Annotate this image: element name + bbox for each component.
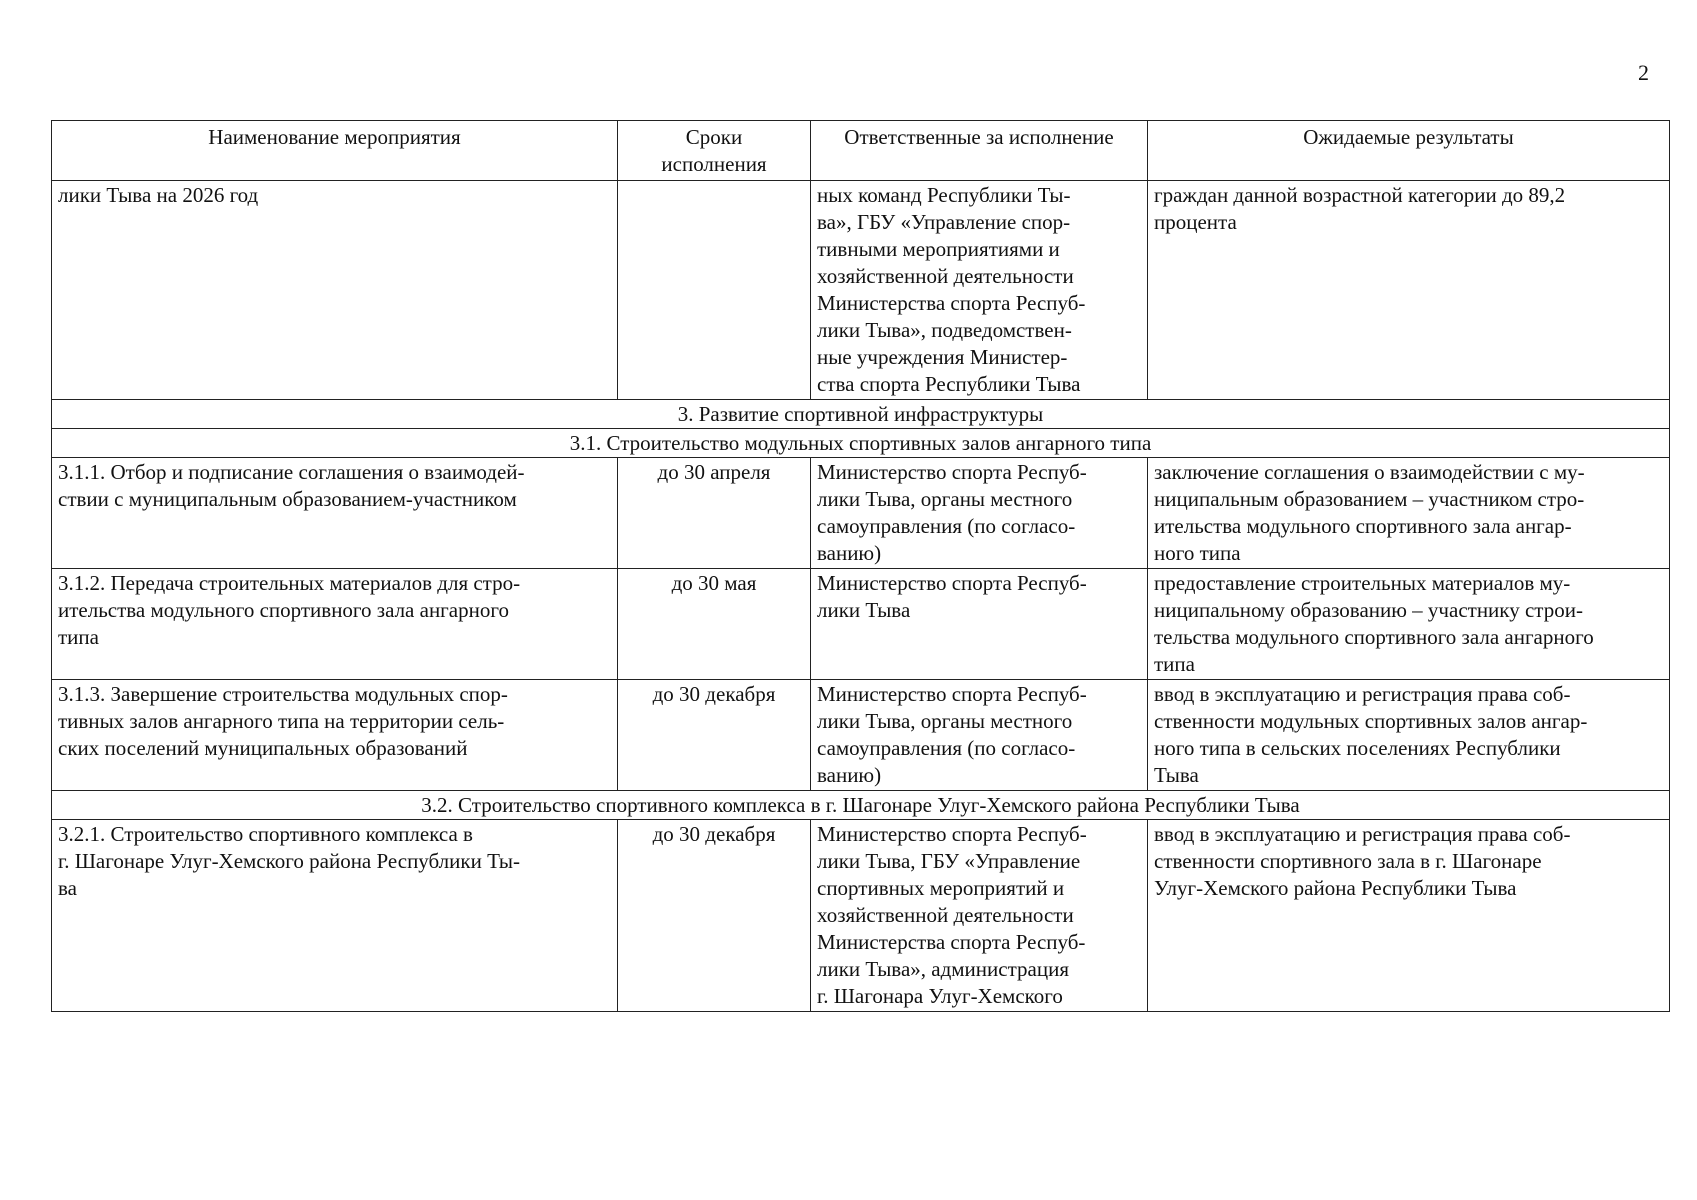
table-row xyxy=(52,680,1670,791)
header-deadline: Сроки исполнения xyxy=(618,121,811,181)
cell-deadline: до 30 декабря xyxy=(618,680,811,791)
header-activity-name: Наименование мероприятия xyxy=(52,121,618,181)
cell-deadline: до 30 декабря xyxy=(618,820,811,1012)
cell-activity-name: лики Тыва на 2026 год xyxy=(52,181,618,400)
section-heading-row xyxy=(52,400,1670,429)
table-row xyxy=(52,181,1670,400)
cell-responsible: Министерство спорта Респуб- лики Тыва, органы местного самоуправления (по согласо- ванию) xyxy=(811,458,1148,569)
cell-activity-name: 3.1.1. Отбор и подписание соглашения о взаимодей- ствии с муниципальным образованием-участником xyxy=(52,458,618,569)
page-number: 2 xyxy=(1638,60,1649,85)
section-heading-3: 3. Развитие спортивной инфраструктуры xyxy=(52,400,1670,429)
subsection-heading-row xyxy=(52,791,1670,820)
cell-expected-result: предоставление строительных материалов му- ниципальному образованию – участнику строи- тельства модульного спортивного зала ангарного типа xyxy=(1148,569,1670,680)
cell-activity-name: 3.1.3. Завершение строительства модульных спор- тивных залов ангарного типа на территории сель- ских поселений муниципальных образований xyxy=(52,680,618,791)
cell-expected-result: ввод в эксплуатацию и регистрация права соб- ственности модульных спортивных залов ангар- ного типа в сельских поселениях Республики Тыва xyxy=(1148,680,1670,791)
table-row xyxy=(52,569,1670,680)
cell-expected-result: граждан данной возрастной категории до 89,2 процента xyxy=(1148,181,1670,400)
cell-expected-result: ввод в эксплуатацию и регистрация права соб- ственности спортивного зала в г. Шагонаре Улуг-Хемского района Республики Тыва xyxy=(1148,820,1670,1012)
cell-expected-result: заключение соглашения о взаимодействии с му- ниципальным образованием – участником стро- ительства модульного спортивного зала ангар- ного типа xyxy=(1148,458,1670,569)
header-responsible: Ответственные за исполнение xyxy=(811,121,1148,181)
cell-responsible: ных команд Республики Ты- ва», ГБУ «Управление спор- тивными мероприятиями и хозяйственной деятельности Министерства спорта Респуб- лики Тыва», подведомствен- ные учреждения Министер- ства спорта Республики Тыва xyxy=(811,181,1148,400)
table-row xyxy=(52,458,1670,569)
activities-table xyxy=(51,120,1670,1012)
cell-responsible: Министерство спорта Респуб- лики Тыва, органы местного самоуправления (по согласо- ванию) xyxy=(811,680,1148,791)
cell-deadline xyxy=(618,181,811,400)
cell-activity-name: 3.2.1. Строительство спортивного комплекса в г. Шагонаре Улуг-Хемского района Республики Ты- ва xyxy=(52,820,618,1012)
cell-responsible: Министерство спорта Респуб- лики Тыва, ГБУ «Управление спортивных мероприятий и хозяйственной деятельности Министерства спорта Респуб- лики Тыва», администрация г. Шагонара Улуг-Хемского xyxy=(811,820,1148,1012)
table-header-row xyxy=(52,121,1670,181)
subsection-heading-3-1: 3.1. Строительство модульных спортивных залов ангарного типа xyxy=(52,429,1670,458)
cell-deadline: до 30 мая xyxy=(618,569,811,680)
cell-activity-name: 3.1.2. Передача строительных материалов для стро- ительства модульного спортивного зала ангарного типа xyxy=(52,569,618,680)
table-row xyxy=(52,820,1670,1012)
subsection-heading-row xyxy=(52,429,1670,458)
subsection-heading-3-2: 3.2. Строительство спортивного комплекса в г. Шагонаре Улуг-Хемского района Республики Тыва xyxy=(52,791,1670,820)
cell-deadline: до 30 апреля xyxy=(618,458,811,569)
header-expected-results: Ожидаемые результаты xyxy=(1148,121,1670,181)
cell-responsible: Министерство спорта Респуб- лики Тыва xyxy=(811,569,1148,680)
